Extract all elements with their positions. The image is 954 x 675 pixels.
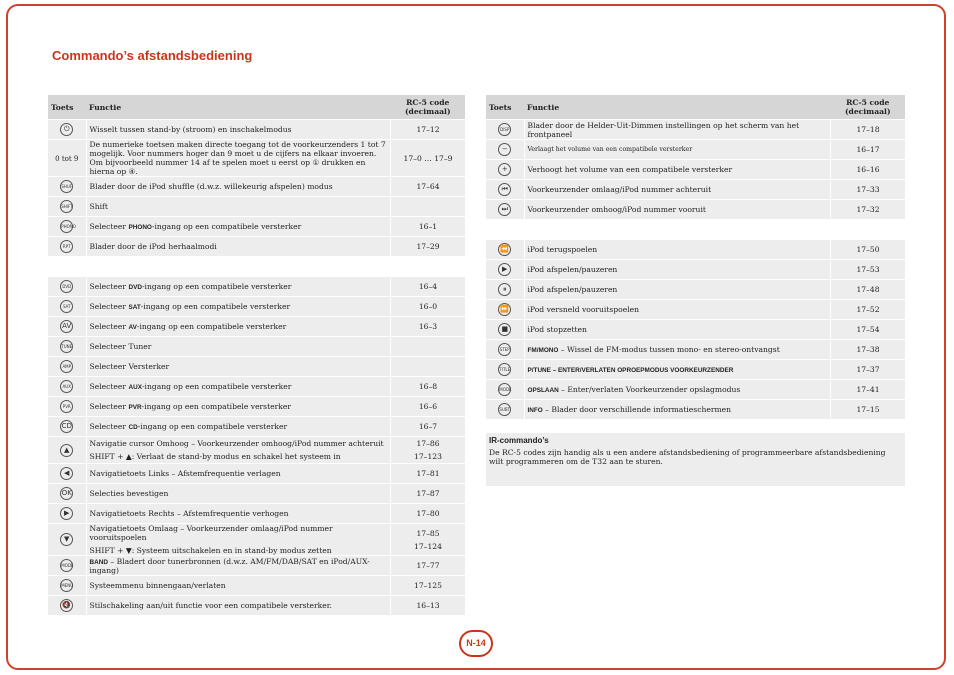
code-cell <box>831 180 906 200</box>
rc5-code: 17–52 <box>856 305 880 314</box>
code-cell <box>831 360 906 380</box>
code-cell <box>831 400 906 420</box>
rc5-code: 17–80 <box>416 509 440 518</box>
function-cell <box>86 596 391 616</box>
function-keyword: DVD <box>128 284 142 291</box>
function-cell <box>86 397 391 417</box>
key-cell <box>486 260 524 280</box>
table-row <box>486 160 905 180</box>
function-text: Navigatietoets Links – Afstemfrequentie verlagen <box>89 469 281 478</box>
function-cell <box>524 400 831 420</box>
code-cell <box>391 357 466 377</box>
table-row <box>48 504 465 524</box>
function-cell <box>524 140 831 160</box>
table-row <box>48 337 465 357</box>
pause-icon: ⏸ <box>498 283 511 296</box>
key-cell <box>48 504 86 524</box>
table-row <box>48 417 465 437</box>
function-cell <box>86 484 391 504</box>
key-cell <box>486 320 524 340</box>
function-keyword: P/TUNE – ENTER/VERLATEN OPROEPMODUS VOORKEURZENDER <box>527 367 734 374</box>
function-text: De numerieke toetsen maken directe toegang tot de voorkeurzenders 1 tot 7 mogelijk. Voor nummers hoger dan 9 moet u de cijfers na elkaar invoeren. Om bijvoorbeeld nummer 14 af te spelen moet u eerst op ① drukken en hierna op ④. <box>89 140 386 176</box>
key-cell <box>48 120 86 140</box>
function-keyword: PVR <box>128 404 142 411</box>
rc5-code: 17–87 <box>416 489 440 498</box>
function-cell <box>86 140 391 177</box>
function-prefix: Selecteer <box>89 302 129 311</box>
code-cell <box>831 120 906 140</box>
rc5-code: 17–32 <box>856 205 880 214</box>
table-row <box>48 357 465 377</box>
function-cell <box>524 200 831 220</box>
function-cell <box>86 217 391 237</box>
function-suffix: -ingang op een compatibele versterker <box>136 322 287 331</box>
dvd-icon: DVD <box>60 280 73 293</box>
rc5-code: 17–125 <box>414 581 442 590</box>
function-cell <box>86 120 391 140</box>
function-text: Blader door de iPod herhaalmodi <box>89 242 217 251</box>
key-cell <box>486 300 524 320</box>
band-icon: MODE <box>60 559 73 572</box>
function-text: Shift <box>89 202 108 211</box>
table-row <box>486 400 905 420</box>
function-cell <box>524 280 831 300</box>
key-cell <box>48 397 86 417</box>
volume-down-icon: − <box>498 143 511 156</box>
code-cell <box>391 140 466 177</box>
rc5-code: 16–16 <box>856 165 880 174</box>
table-row <box>486 280 905 300</box>
sat-icon: SAT <box>60 300 73 313</box>
rc5-code: 17–18 <box>856 125 880 134</box>
skip-back-icon: ⏮ <box>498 183 511 196</box>
key-cell <box>486 240 524 260</box>
function-cell <box>524 240 831 260</box>
mute-icon: 🔇 <box>60 599 73 612</box>
function-keyword: AUX <box>128 384 142 391</box>
rc5-code: 16–3 <box>418 322 438 331</box>
key-cell <box>48 297 86 317</box>
code-cell <box>831 300 906 320</box>
key-cell <box>486 180 524 200</box>
function-cell <box>86 237 391 257</box>
function-keyword: AV <box>128 324 137 331</box>
cd-icon: CD <box>60 420 73 433</box>
function-text: iPod afspelen/pauzeren <box>527 285 618 294</box>
function-text: Selecteer Tuner <box>89 342 152 351</box>
key-cell <box>48 377 86 397</box>
function-text: Stilschakeling aan/uit functie voor een compatibele versterker. <box>89 601 332 610</box>
code-cell <box>831 340 906 360</box>
rc5-code: 17–0 … 17–9 <box>403 153 453 163</box>
table-row <box>48 484 465 504</box>
table-row <box>48 217 465 237</box>
table-row <box>48 197 465 217</box>
function-keyword: FM/MONO <box>527 347 559 354</box>
key-cell <box>48 437 86 464</box>
function-prefix: Selecteer <box>89 322 129 331</box>
code-cell <box>391 437 466 464</box>
amp-icon: AMP <box>60 360 73 373</box>
code-cell <box>391 177 466 197</box>
function-cell <box>86 464 391 484</box>
key-cell <box>486 400 524 420</box>
table-row <box>48 177 465 197</box>
table-row <box>48 524 465 556</box>
rc5-code: 16–13 <box>416 601 440 610</box>
function-suffix: -ingang op een compatibele versterker <box>141 402 291 411</box>
header-key: Toets <box>486 95 524 120</box>
function-cell <box>86 377 391 397</box>
stop-icon: ■ <box>498 323 511 336</box>
function-cell <box>524 160 831 180</box>
function-keyword: INFO <box>527 407 543 414</box>
spacer-cell <box>486 220 905 241</box>
table-row <box>48 297 465 317</box>
function-prefix: Selecteer <box>89 282 129 291</box>
code-cell <box>831 160 906 180</box>
volume-up-icon: + <box>498 163 511 176</box>
nav-right-icon: ▶ <box>60 507 73 520</box>
rc5-code: 16–8 <box>418 382 438 391</box>
table-row <box>486 380 905 400</box>
function-text: Navigatie cursor Omhoog – Voorkeurzender omhoog/iPod nummer achteruit <box>89 439 384 448</box>
table-row <box>48 397 465 417</box>
rc5-code: 17–81 <box>416 469 440 478</box>
rc5-code: 16–17 <box>856 145 880 154</box>
table-row <box>486 200 905 220</box>
function-cell <box>86 297 391 317</box>
code-cell <box>391 317 466 337</box>
function-text: Blader door de Helder-Uit-Dimmen instellingen op het scherm van het frontpaneel <box>527 120 800 139</box>
page-title: Commando’s afstandsbediening <box>52 48 253 63</box>
function-suffix: – Bladert door tunerbronnen (d.w.z. AM/FM/DAB/SAT en iPod/AUX-ingang) <box>89 556 370 575</box>
pvr-icon: PVR <box>60 400 73 413</box>
function-cell <box>524 260 831 280</box>
key-cell <box>48 464 86 484</box>
nav-left-icon: ◀ <box>60 467 73 480</box>
rc5-code: 16–4 <box>418 282 438 291</box>
table-row <box>486 120 905 140</box>
table-row <box>48 556 465 576</box>
header-function: Functie <box>524 95 831 120</box>
nav-up-icon: ▲ <box>60 444 73 457</box>
rc5-code-shift: 17–123 <box>414 452 442 461</box>
function-cell <box>86 556 391 576</box>
key-cell <box>486 200 524 220</box>
code-cell <box>391 377 466 397</box>
standby-icon: ⏻ <box>60 123 73 136</box>
table-row <box>48 596 465 616</box>
code-cell <box>391 277 466 297</box>
aux-icon: AUX <box>60 380 73 393</box>
code-cell <box>391 120 466 140</box>
rc5-code: 17–15 <box>856 405 880 414</box>
function-prefix: Selecteer <box>89 402 129 411</box>
function-text: Selecteer Versterker <box>89 362 170 371</box>
rc5-code: 16–6 <box>418 402 438 411</box>
code-cell <box>391 237 466 257</box>
key-cell <box>486 120 524 140</box>
table-row <box>48 140 465 177</box>
code-cell <box>391 504 466 524</box>
rc5-code: 17–50 <box>856 245 880 254</box>
rc5-code: 17–12 <box>416 125 440 134</box>
function-text: Verhoogt het volume van een compatibele versterker <box>527 165 733 174</box>
table-row <box>48 120 465 140</box>
function-cell <box>524 320 831 340</box>
function-text-shift: SHIFT + ▼: Systeem uitschakelen en in stand-by modus zetten <box>89 546 332 555</box>
key-cell <box>48 576 86 596</box>
rewind-icon: ⏪ <box>498 243 511 256</box>
table-row <box>48 277 465 297</box>
play-icon: ▶ <box>498 263 511 276</box>
table-row <box>48 464 465 484</box>
code-cell <box>391 464 466 484</box>
fast-forward-icon: ⏩ <box>498 303 511 316</box>
repeat-icon: RPT <box>60 240 73 253</box>
function-text: Verlaagt het volume van een compatibele versterker <box>527 146 693 153</box>
table-row <box>486 340 905 360</box>
function-keyword: BAND <box>89 558 108 566</box>
function-text: iPod terugspoelen <box>527 245 598 254</box>
group-spacer <box>486 220 905 241</box>
key-cell <box>48 337 86 357</box>
function-text: iPod afspelen/pauzeren <box>527 265 618 274</box>
ok-icon: OK <box>60 487 73 500</box>
function-text-shift: SHIFT + ▲: Verlaat de stand-by modus en schakel het systeem in <box>89 452 341 461</box>
rc5-code: 16–0 <box>418 302 438 311</box>
function-suffix: – Blader door verschillende informatieschermen <box>542 405 732 414</box>
rc5-code: 17–38 <box>856 345 880 354</box>
rc5-code: 17–37 <box>856 365 880 374</box>
function-text: iPod stopzetten <box>527 325 587 334</box>
key-cell <box>48 197 86 217</box>
key-cell <box>48 484 86 504</box>
display-icon: DISP <box>498 123 511 136</box>
function-keyword: CD <box>128 424 138 431</box>
code-cell <box>831 320 906 340</box>
rc5-code: 17–29 <box>416 242 440 251</box>
phono-icon: PHONO <box>60 220 73 233</box>
tuner-icon: TUNE <box>60 340 73 353</box>
function-cell <box>524 380 831 400</box>
key-cell <box>48 277 86 297</box>
store-icon: MODE <box>498 383 511 396</box>
function-text: Voorkeurzender omlaag/iPod nummer achteruit <box>527 185 712 194</box>
code-cell <box>391 596 466 616</box>
code-cell <box>391 524 466 556</box>
function-cell <box>86 177 391 197</box>
code-cell <box>391 197 466 217</box>
key-cell <box>486 140 524 160</box>
rc5-code: 17–85 <box>416 528 440 538</box>
function-text: Navigatietoets Omlaag – Voorkeurzender omlaag/iPod nummer vooruitspoelen <box>89 524 333 542</box>
av-icon: AV <box>60 320 73 333</box>
key-cell <box>486 280 524 300</box>
header-key: Toets <box>48 95 86 120</box>
shift-icon: SHIFT <box>60 200 73 213</box>
skip-forward-icon: ⏭ <box>498 203 511 216</box>
header-code: RC-5 code (decimaal) <box>831 95 906 120</box>
rc5-code: 16–1 <box>418 222 438 231</box>
function-cell <box>86 417 391 437</box>
key-cell <box>48 217 86 237</box>
code-cell <box>831 240 906 260</box>
menu-icon: MENU <box>60 579 73 592</box>
table-row <box>48 437 465 464</box>
function-suffix: -ingang op een compatibele versterker <box>137 422 288 431</box>
code-cell <box>391 217 466 237</box>
code-cell <box>391 397 466 417</box>
code-cell <box>391 417 466 437</box>
ptune-icon: TITLE <box>498 363 511 376</box>
table-row <box>486 240 905 260</box>
ir-commands-box <box>486 433 905 486</box>
key-cell <box>48 556 86 576</box>
function-suffix: -ingang op een compatibele versterker <box>151 222 302 231</box>
spacer-cell <box>48 257 465 278</box>
rc5-code: 17–53 <box>856 265 880 274</box>
function-cell <box>86 576 391 596</box>
function-cell <box>524 180 831 200</box>
function-text: iPod versneld vooruitspoelen <box>527 305 640 314</box>
code-cell <box>391 297 466 317</box>
ir-title: IR-commando’s <box>489 436 549 445</box>
function-suffix: -ingang op een compatibele versterker <box>141 382 292 391</box>
group-spacer <box>48 257 465 278</box>
key-cell <box>48 357 86 377</box>
table-row <box>486 300 905 320</box>
ir-text: De RC-5 codes zijn handig als u een andere afstandsbediening of programmeerbare afstandsbediening wilt programmeren om de T32 aan te sturen. <box>489 448 886 466</box>
function-prefix: Selecteer <box>89 422 129 431</box>
key-cell <box>486 380 524 400</box>
table-row <box>486 320 905 340</box>
rc5-code: 17–48 <box>856 285 880 294</box>
function-text: Wisselt tussen stand-by (stroom) en inschakelmodus <box>89 125 292 134</box>
shuffle-icon: SHUF <box>60 180 73 193</box>
key-cell <box>48 177 86 197</box>
rc5-code: 17–64 <box>416 182 440 191</box>
rc5-code: 17–41 <box>856 385 880 394</box>
function-cell <box>524 340 831 360</box>
header-function: Functie <box>86 95 391 120</box>
function-text: Blader door de iPod shuffle (d.w.z. willekeurig afspelen) modus <box>89 182 333 191</box>
page-number: N-14 <box>459 630 493 657</box>
function-suffix: -ingang op een compatibele versterker <box>140 302 291 311</box>
function-prefix: Selecteer <box>89 382 129 391</box>
digits-icon: 0 tot 9 <box>55 154 79 163</box>
key-cell <box>48 140 86 177</box>
fm-mono-icon: STEP <box>498 343 511 356</box>
rc5-code: 17–77 <box>416 561 440 570</box>
code-cell <box>831 200 906 220</box>
key-cell <box>48 596 86 616</box>
function-suffix: -ingang op een compatibele versterker <box>141 282 292 291</box>
info-icon: SUBT <box>498 403 511 416</box>
nav-down-icon: ▼ <box>60 533 73 546</box>
function-text: Navigatietoets Rechts – Afstemfrequentie verhogen <box>89 509 289 518</box>
header-code: RC-5 code (decimaal) <box>391 95 466 120</box>
function-prefix: Selecteer <box>89 222 129 231</box>
rc5-code: 17–33 <box>856 185 880 194</box>
code-cell <box>831 260 906 280</box>
table-row <box>486 260 905 280</box>
key-cell <box>48 524 86 556</box>
code-cell <box>831 380 906 400</box>
rc5-code: 16–7 <box>418 422 438 431</box>
key-cell <box>48 237 86 257</box>
code-cell <box>391 556 466 576</box>
key-cell <box>486 360 524 380</box>
function-keyword: PHONO <box>128 224 152 231</box>
function-cell <box>524 120 831 140</box>
function-cell <box>86 524 391 556</box>
code-cell <box>391 337 466 357</box>
function-cell <box>524 300 831 320</box>
function-cell <box>86 357 391 377</box>
function-cell <box>86 317 391 337</box>
key-cell <box>486 160 524 180</box>
function-cell <box>86 197 391 217</box>
rc5-code-shift: 17–124 <box>414 541 442 551</box>
function-cell <box>86 337 391 357</box>
code-cell <box>831 140 906 160</box>
table-row <box>48 377 465 397</box>
function-cell <box>86 437 391 464</box>
function-keyword: SAT <box>128 304 141 311</box>
right-command-table <box>486 95 905 420</box>
function-suffix: – Enter/verlaten Voorkeurzender opslagmodus <box>558 385 741 394</box>
function-cell <box>524 360 831 380</box>
key-cell <box>48 417 86 437</box>
code-cell <box>831 280 906 300</box>
table-row <box>48 576 465 596</box>
left-command-table <box>48 95 465 616</box>
key-cell <box>486 340 524 360</box>
table-row <box>48 317 465 337</box>
table-row <box>486 180 905 200</box>
function-cell <box>86 277 391 297</box>
table-row <box>486 360 905 380</box>
rc5-code: 17–54 <box>856 325 880 334</box>
key-cell <box>48 317 86 337</box>
rc5-code: 17–86 <box>416 439 440 448</box>
function-suffix: – Wissel de FM-modus tussen mono- en stereo-ontvangst <box>558 345 780 354</box>
function-text: Systeemmenu binnengaan/verlaten <box>89 581 226 590</box>
function-text: Selecties bevestigen <box>89 489 169 498</box>
code-cell <box>391 484 466 504</box>
function-text: Voorkeurzender omhoog/iPod nummer vooruit <box>527 205 706 214</box>
function-keyword: OPSLAAN <box>527 387 559 394</box>
code-cell <box>391 576 466 596</box>
table-row <box>48 237 465 257</box>
function-cell <box>86 504 391 524</box>
table-row <box>486 140 905 160</box>
